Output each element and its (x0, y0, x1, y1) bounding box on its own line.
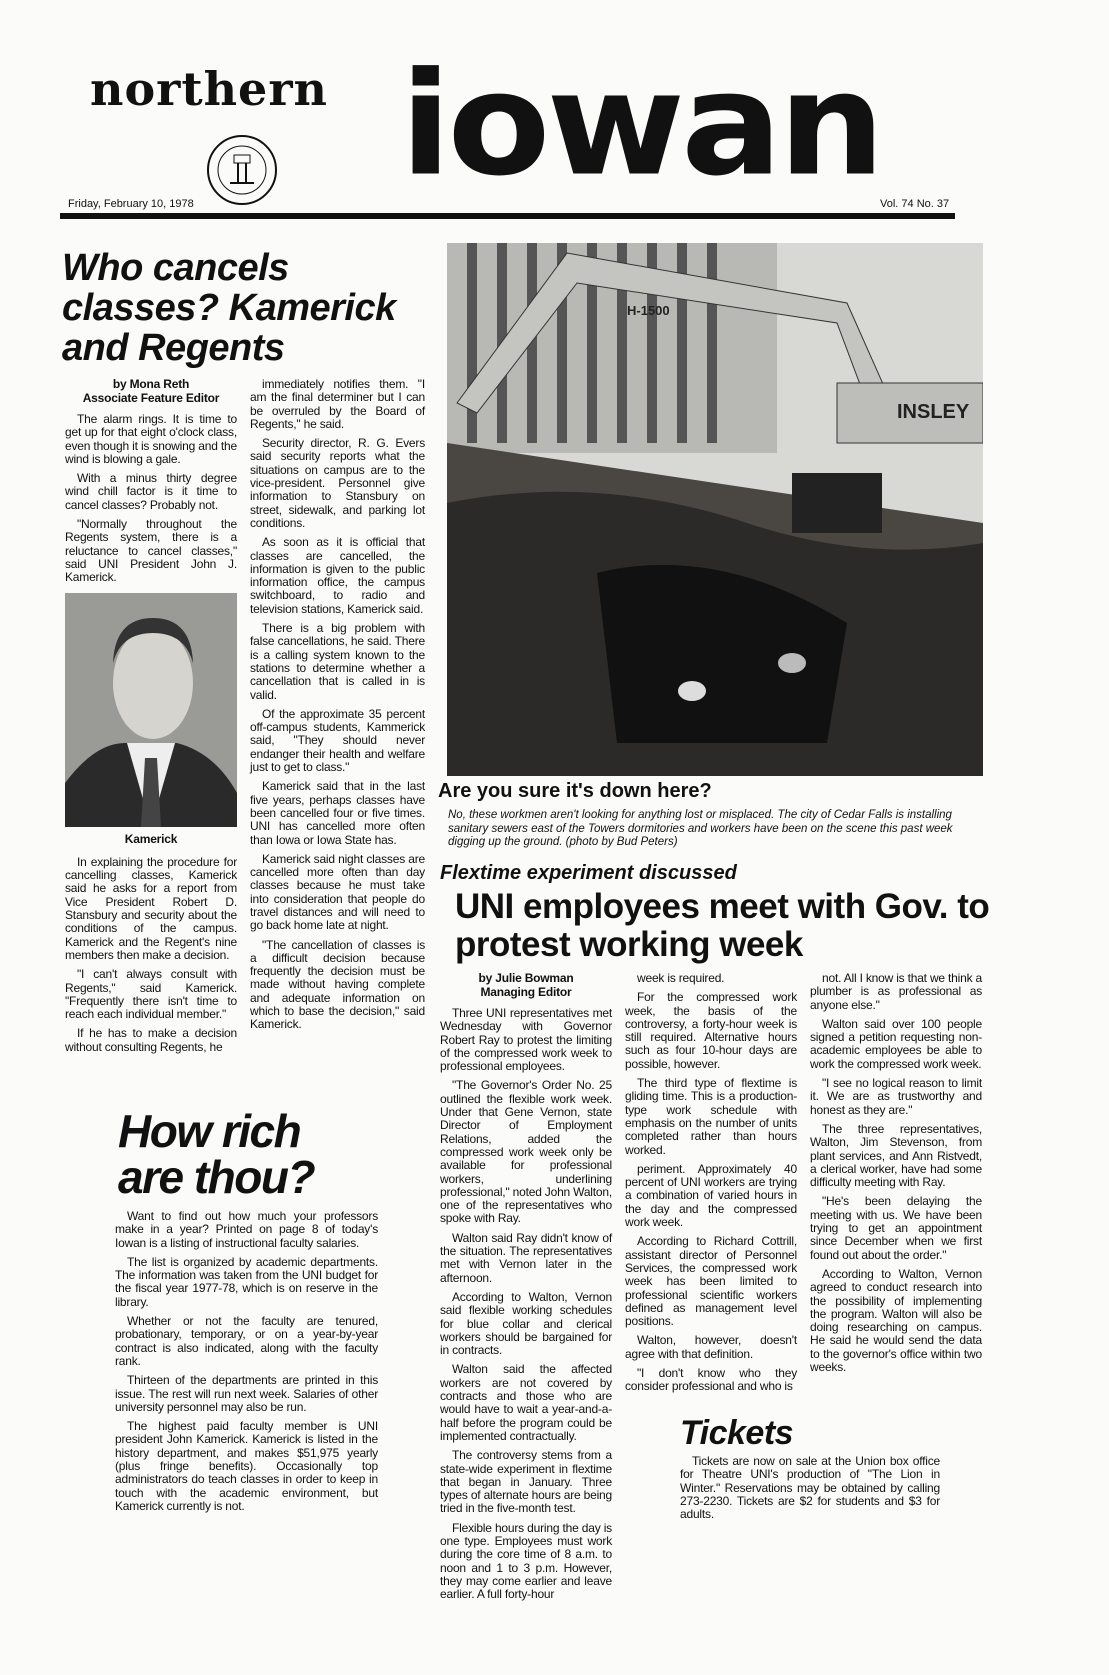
paragraph: With a minus thirty degree wind chill factor is it time to cancel classes? Probably not. (65, 471, 237, 512)
masthead-iowan: iowan (400, 42, 882, 208)
paragraph: "The Governor's Order No. 25 outlined the flexible work week. Under that Gene Vernon, state Director of Employment Relations, added the compressed work week only be available for professional workers, underlining professional," noted John Walton, one of the representatives who spoke with Ray. (440, 1078, 612, 1226)
paragraph: Kamerick said that in the last five years, perhaps classes have been cancelled four or five times. UNI has cancelled more often than Iowa or Iowa State has. (250, 779, 425, 847)
paragraph: There is a big problem with false cancellations, he said. There is a calling system known to the stations to determine whether a cancellation that is called in is valid. (250, 621, 425, 702)
issue-date: Friday, February 10, 1978 (68, 198, 194, 210)
paragraph: The alarm rings. It is time to get up for that eight o'clock class, even though it is snowing and the wind is blowing a gale. (65, 412, 237, 466)
photo-caption: No, these workmen aren't looking for anything lost or misplaced. The city of Cedar Falls is installing sanitary sewers east of the Towers dormitories and workers have been on the scene this past week digging up the ground. (photo by Bud Peters) (448, 809, 953, 848)
paragraph: Flexible hours during the day is one type. Employees must work during the core time of 8 a.m. to noon and 1 to 3 p.m. However, they may come earlier and leave earlier. A full forty-hour (440, 1520, 612, 1602)
paragraph: The controversy stems from a state-wide experiment in flextime that began in January. Three types of alternate hours are being tried in the five-month test. (440, 1448, 612, 1516)
paragraph: "I don't know who they consider professional and who is (625, 1366, 797, 1394)
paragraph: Walton said Ray didn't know of the situation. The representatives met with Vernon later in the afternoon. (440, 1230, 612, 1285)
paragraph: As soon as it is official that classes are cancelled, the information is given to the public information office, the campus switchboard, to radio and television stations, Kamerick said. (250, 535, 425, 616)
paragraph: Security director, R. G. Evers said security reports what the situations on campus are to the vice-president. Personnel give information to Stansbury on street, sidewalk, and parking lot conditions. (250, 436, 425, 530)
paragraph: "He's been delaying the meeting with us. We have been trying to get an appointment since December when we first found out about the order." (810, 1194, 982, 1262)
paragraph: Kamerick said night classes are cancelled more often than day classes because he must take into consideration that people do travel distances and will need to go back home late at night. (250, 851, 425, 933)
paragraph: According to Walton, Vernon said flexible working schedules for blue collar and clerical workers should be bargained for in contracts. (440, 1289, 612, 1358)
story1-byline: by Mona Reth (112, 377, 190, 391)
paragraph: not. All I know is that we think a plumber is as professional as anyone else." (810, 971, 982, 1012)
paragraph: According to Richard Cottrill, assistant director of Personnel Services, the compressed work week has been limited to professional scientific workers defined as management level positions. (625, 1234, 797, 1329)
masthead-northern: northern (90, 62, 328, 116)
paragraph: For the compressed work week, the basis of the controversy, a forty-hour week is still required. Alternative hours such as four 10-hour days are possible, however. (625, 990, 797, 1071)
paragraph: Tickets are now on sale at the Union box office for Theatre UNI's production of "The Lion in Winter." Reservations may be obtained by calling 273-2230. Tickets are $2 for students and $3 for adults. (680, 1454, 940, 1522)
story3-headline: How rich are thou? (118, 1105, 315, 1203)
excavation-photo (447, 243, 983, 776)
issue-volume: Vol. 74 No. 37 (880, 198, 950, 210)
paragraph: "The cancellation of classes is a difficult decision because frequently the decision must be made without having complete and adequate information on which to base the decision," said Kamerick. (250, 937, 425, 1032)
paragraph: Whether or not the faculty are tenured, probationary, temporary, or on a year-by-year contract is also indicated, along with the faculty rank. (115, 1314, 378, 1368)
university-seal-icon (205, 133, 279, 207)
story2-column-3 (810, 972, 982, 1380)
machine-brand-label: INSLEY (897, 401, 970, 423)
story4-headline: Tickets (680, 1414, 794, 1452)
machine-model-label: H-1500 (627, 303, 670, 318)
masthead-rule (60, 213, 955, 219)
paragraph: week is required. (637, 971, 725, 985)
paragraph: The highest paid faculty member is UNI president John Kamerick. Kamerick is listed in the history department, and makes $51,975 yearly (plus fringe benefits). Occasionally top administrators do teach classes in order to keep in touch with the academic environment, but Kamerick currently is not. (115, 1419, 378, 1513)
paragraph: The three representatives, Walton, Jim Stevenson, from plant services, and Ann Ristvedt, a clerical worker, have had some difficulty meeting with Ray. (810, 1121, 982, 1190)
paragraph: Walton said over 100 people signed a petition requesting non-academic employees be able to work the compressed work week. (810, 1016, 982, 1071)
paragraph: If he has to make a decision without consulting Regents, he (65, 1026, 237, 1054)
paragraph: "I see no logical reason to limit it. We are as trustworthy and honest as they are." (810, 1076, 982, 1117)
story2-kicker: Flextime experiment discussed (440, 862, 737, 884)
paragraph: periment. Approximately 40 percent of UNI workers are trying a combination of varied hours in the day and the compressed work week. (625, 1161, 797, 1230)
paragraph: In explaining the procedure for cancelling classes, Kamerick said he asks for a report from Vice President Robert D. Stansbury and security about the conditions of the campus. Kamerick and the Regent's nine members then make a decision. (65, 854, 237, 962)
paragraph: Walton said the affected workers are not covered by contracts and those who are would have to wait a year-and-a-half before the program could be implemented contractually. (440, 1362, 612, 1443)
story4-body (680, 1455, 940, 1527)
paragraph: Of the approximate 35 percent off-campus students, Kammerick said, "They should never endanger their health and welfare just to get to class." (250, 706, 425, 775)
paragraph: "Normally throughout the Regents system, there is a reluctance to cancel classes," said UNI President John J. Kamerick. (65, 517, 237, 585)
kamerick-portrait-photo (65, 593, 237, 827)
story2-column-1 (440, 972, 612, 1607)
paragraph: According to Walton, Vernon agreed to conduct research into the possibility of implementing the program. Walton will also be doing researching on campus. He said he would send the data to the governor's office within two weeks. (810, 1266, 982, 1375)
photo-headline: Are you sure it's down here? (438, 780, 712, 802)
paragraph: Want to find out how much your professors make in a year? Printed on page 8 of today's Iowan is a listing of instructional faculty salaries. (115, 1209, 378, 1250)
paragraph: Thirteen of the departments are printed in this issue. The rest will run next week. Salaries of other university personnel may also be run. (115, 1373, 378, 1414)
story2-byline-title: Managing Editor (480, 984, 572, 999)
story1-column-1 (65, 378, 237, 1060)
paragraph: Three UNI representatives met Wednesday with Governor Robert Ray to protest the limiting of the compressed work week to professional employees. (440, 1006, 612, 1074)
paragraph: immediately notifies them. "I am the final determiner but I can be overruled by the Board of Regents," he said. (250, 377, 425, 431)
paragraph: "I can't always consult with Regents," said Kamerick. "Frequently there isn't time to reach each individual member." (65, 967, 237, 1022)
story1-column-2 (250, 378, 425, 1038)
story2-byline: by Julie Bowman (478, 971, 574, 985)
paragraph: The third type of flextime is gliding time. This is a production-type work schedule with emphasis on the number of units completed rather than hours worked. (625, 1076, 797, 1157)
paragraph: The list is organized by academic departments. The information was taken from the UNI budget for the fiscal year 1977-78, which is on reserve in the library. (115, 1254, 378, 1309)
story1-byline-title: Associate Feature Editor (82, 390, 220, 405)
story1-headline: Who cancels classes? Kamerick and Regents (62, 247, 396, 369)
story2-headline: UNI employees meet with Gov. to protest working week (455, 887, 990, 964)
portrait-caption: Kamerick (124, 831, 178, 846)
story3-body (115, 1210, 378, 1519)
story2-column-2 (625, 972, 797, 1400)
paragraph: Walton, however, doesn't agree with that definition. (625, 1333, 797, 1361)
